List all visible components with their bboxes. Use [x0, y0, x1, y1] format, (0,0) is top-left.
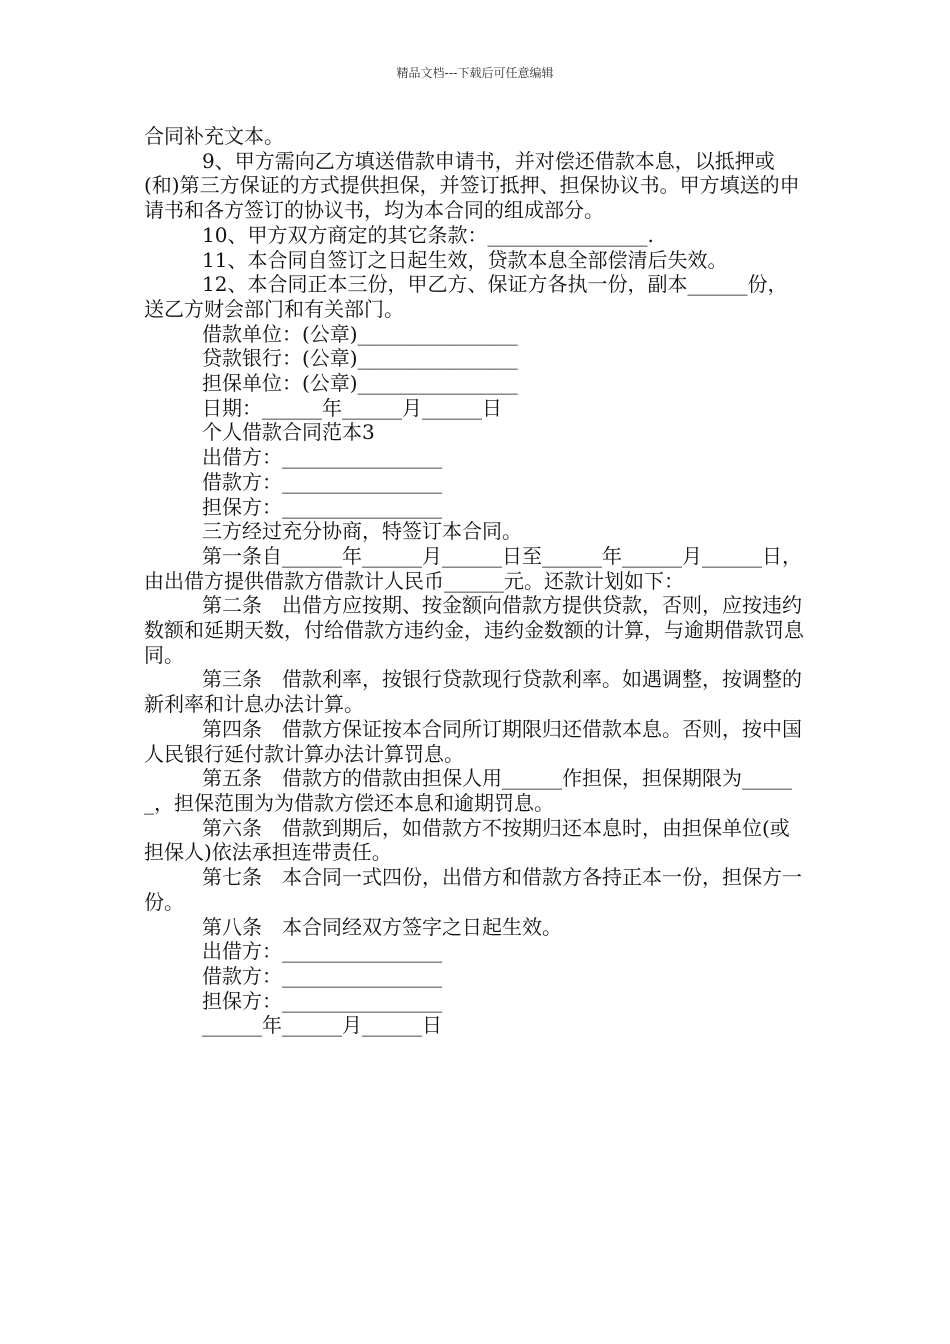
- clause-12: 12、本合同正本三份，甲乙方、保证方各执一份，副本______份，送乙方财会部门和有关部门。: [144, 272, 788, 321]
- article-5: 第五条 借款方的借款由担保人用______作担保，担保期限为______，担保范围为为借款方偿还本息和逾期罚息。: [144, 766, 792, 815]
- page-header: 精品文档---下载后可任意编辑: [396, 66, 554, 80]
- signature-line: 贷款银行：(公章)________________: [202, 346, 518, 371]
- party-line: 借款方：________________: [202, 469, 442, 494]
- article-1: 第一条自______年______月______日至______年______月______日，由出借方提供借款方借款计人民币______元。还款计划如下：: [144, 543, 802, 593]
- article-3: 第三条 借款利率，按银行贷款现行贷款利率。如遇调整，按调整的新利率和计息办法计算。: [144, 667, 802, 717]
- article-8: 第八条 本合同经双方签字之日起生效。: [202, 914, 562, 939]
- paragraph: 合同补充文本。: [144, 124, 284, 148]
- clause-9: 9、甲方需向乙方填送借款申请书，并对偿还借款本息，以抵押或(和)第三方保证的方式提供担保，并签订抵押、担保协议书。甲方填送的申请书和各方签订的协议书，均为本合同的组成部分。: [144, 148, 800, 223]
- document-body: [144, 124, 806, 1038]
- preamble: 三方经过充分协商，特签订本合同。: [202, 519, 522, 544]
- party-signature-line: 担保方：________________: [202, 988, 442, 1013]
- article-4: 第四条 借款方保证按本合同所订期限归还借款本息。否则，按中国人民银行延付款计算办法计算罚息。: [144, 716, 802, 766]
- clause-10: 10、甲方双方商定的其它条款：________________.: [202, 222, 654, 247]
- party-signature-line: 出借方：________________: [202, 939, 442, 964]
- article-7: 第七条 本合同一式四份，出借方和借款方各持正本一份，担保方一份。: [144, 865, 802, 914]
- date-line: 日期：______年______月______日: [202, 395, 502, 420]
- signature-line: 借款单位：(公章)________________: [202, 321, 518, 346]
- section-title: 个人借款合同范本3: [202, 420, 375, 445]
- party-line: 担保方：________________: [202, 494, 442, 519]
- party-line: 出借方：________________: [202, 445, 442, 470]
- clause-11: 11、本合同自签订之日起生效，贷款本息全部偿清后失效。: [202, 247, 728, 272]
- signature-line: 担保单位：(公章)________________: [202, 371, 518, 396]
- article-6: 第六条 借款到期后，如借款方不按期归还本息时，由担保单位(或担保人)依法承担连带责任。: [144, 815, 790, 865]
- article-2: 第二条 出借方应按期、按金额向借款方提供贷款，否则，应按违约数额和延期天数，付给借款方违约金，违约金数额的计算，与逾期借款罚息同。: [144, 593, 804, 667]
- party-signature-line: 借款方：________________: [202, 963, 442, 988]
- date-line: ______年______月______日: [202, 1013, 442, 1038]
